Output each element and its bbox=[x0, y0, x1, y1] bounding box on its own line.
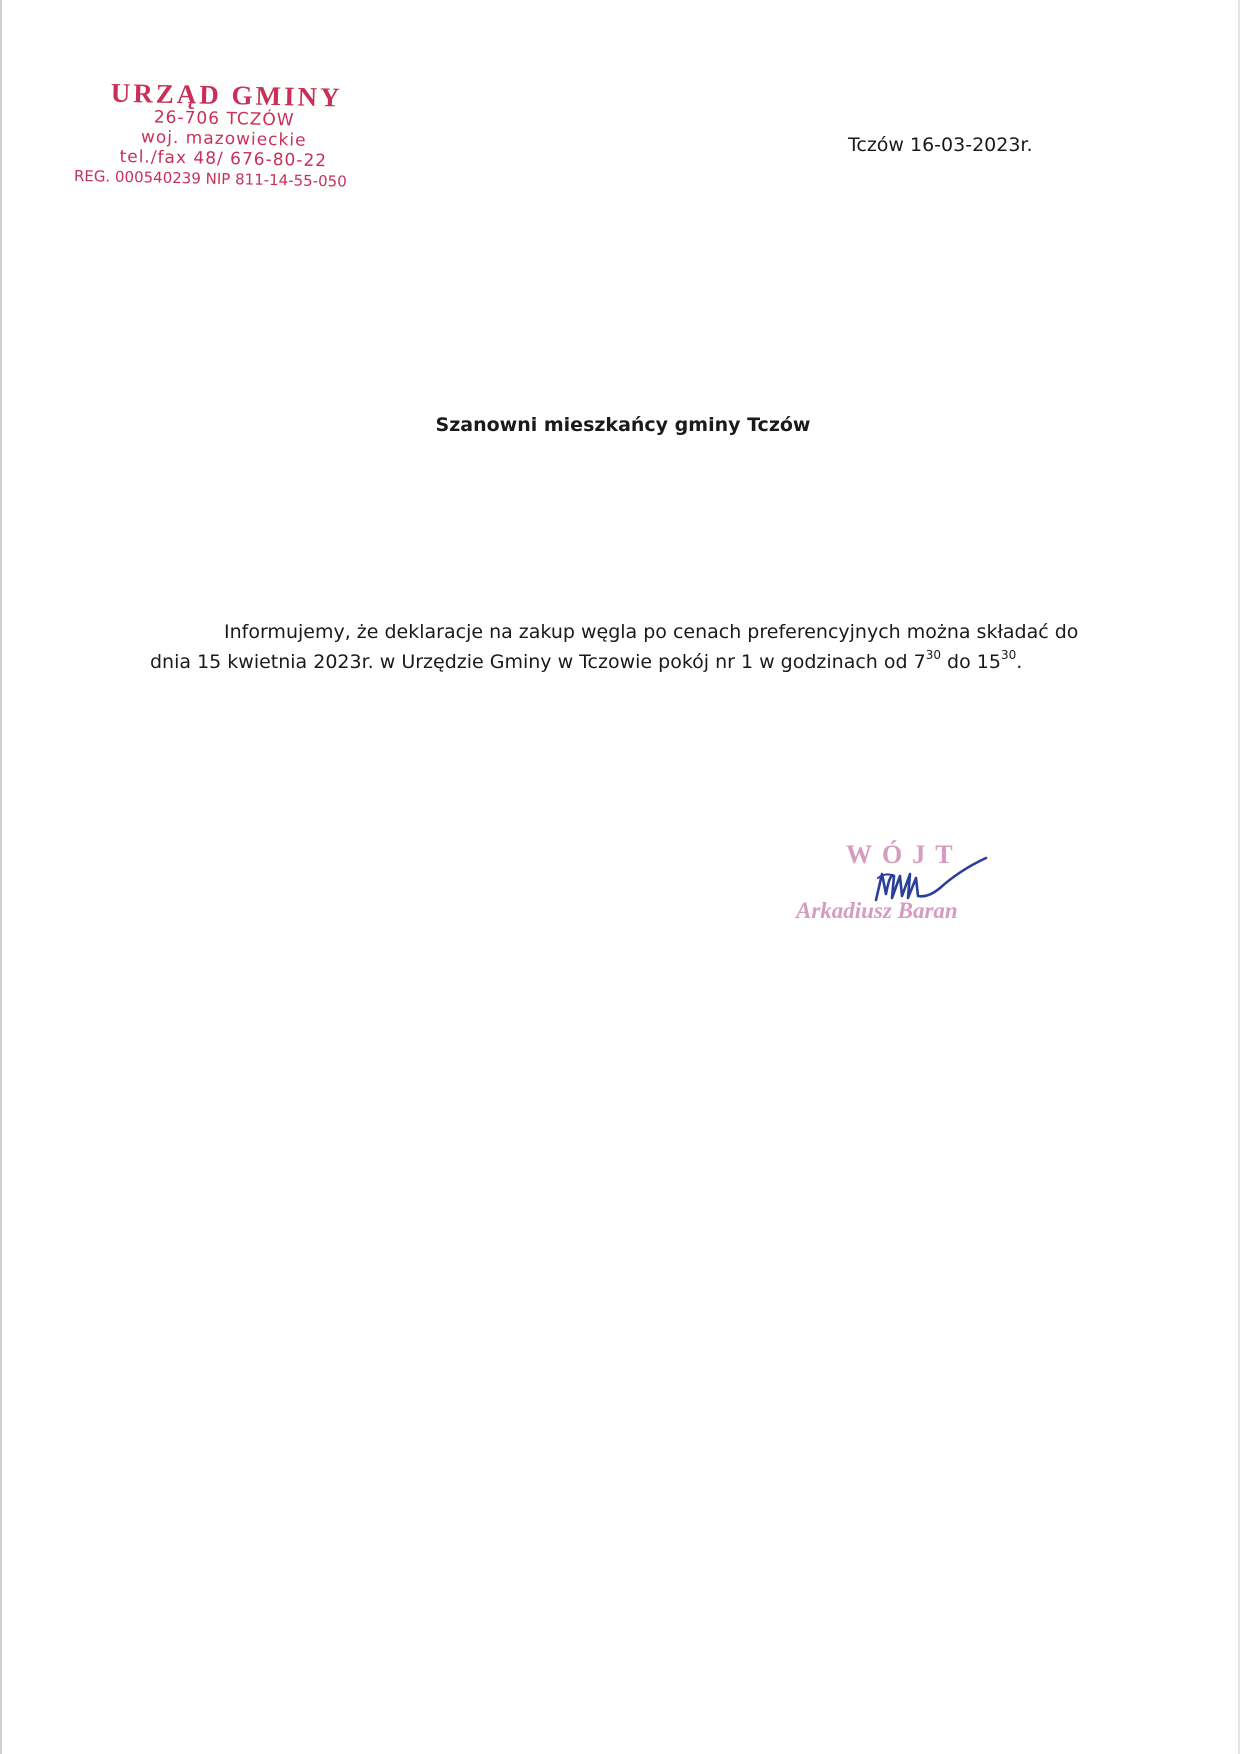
time-to-minutes: 30 bbox=[1000, 647, 1017, 662]
body-text-part3: . bbox=[1016, 651, 1023, 673]
salutation-heading: Szanowni mieszkańcy gminy Tczów bbox=[435, 414, 811, 436]
time-from-minutes: 30 bbox=[925, 647, 941, 662]
stamp-postal: 26-706 TCZÓW bbox=[153, 107, 295, 131]
signature-title: WÓJT bbox=[846, 840, 963, 869]
stamp-registry: REG. 000540239 NIP 811-14-55-050 bbox=[73, 166, 347, 191]
signature-stamp bbox=[796, 840, 1006, 940]
scan-edge-left bbox=[0, 0, 2, 1754]
signature-name: Arkadiusz Baran bbox=[796, 898, 958, 923]
office-stamp bbox=[73, 77, 370, 192]
letter-body bbox=[150, 617, 1100, 677]
place-date: Tczów 16-03-2023r. bbox=[848, 134, 1033, 156]
body-text-part2: do 15 bbox=[941, 651, 1001, 673]
stamp-phone: tel./fax 48/ 676-80-22 bbox=[119, 146, 328, 172]
stamp-region: woj. mazowieckie bbox=[140, 127, 307, 151]
stamp-title: URZĄD GMINY bbox=[110, 77, 343, 113]
handwritten-signature bbox=[868, 854, 998, 914]
body-text-part1: Informujemy, że deklaracje na zakup węgla po cenach preferencyjnych można składać do dnia 15 kwietnia 2023r. w Urzędzie Gminy w Tczowie pokój nr 1 w godzinach od 7 bbox=[150, 621, 1079, 673]
